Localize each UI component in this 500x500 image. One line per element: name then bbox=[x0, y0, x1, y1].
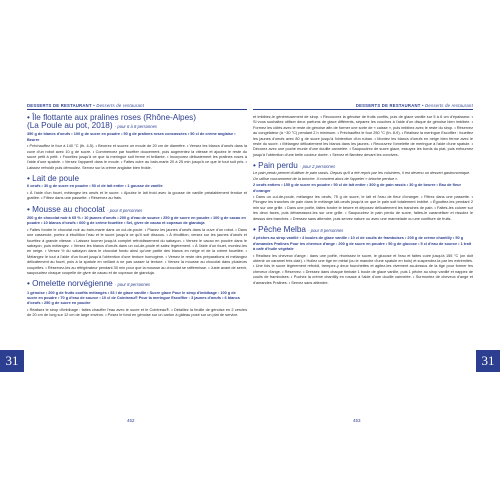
chapter-tab: 31 bbox=[476, 350, 500, 372]
recipe bbox=[253, 162, 473, 222]
recipe-title-row bbox=[27, 206, 247, 215]
header-rule bbox=[253, 109, 473, 110]
recipe-steps: • Préchauffez le four à 140 °C (th. 4-5). • Beurrez et sucrez un moule de 20 cm de diamètre. • Versez les blancs d'oeufs dans la cuve d'un robot avec 10 g de sucre. • Commencez par fouetter doucement, puis augmentez la vitesse et ajoutez le reste du sucre petit à petit. • Fouettez jusqu'à ce que la meringue soit ferme et brillante. • Incorporez délicatement les pralines roses à l'aide d'une spatule. • Versez l'appareil dans le moule. • Faites cuire au bain-marie 20 à 25 min jusqu'à ce que le tout soit pris. • Laissez refroidir puis démoulez. Servez sur la crème anglaise bien froide. bbox=[27, 144, 247, 170]
recipe-portions: · pour 8 personnes bbox=[107, 207, 143, 213]
running-head-section: DESSERTS DE RESTAURANT bbox=[355, 103, 421, 108]
running-head-subsection: • Desserts de restaurant bbox=[93, 103, 145, 108]
recipe-portions: · pour 2 personnes bbox=[300, 164, 336, 170]
recipe-title-row bbox=[253, 162, 473, 171]
recipe-title: • Mousse au chocolat bbox=[27, 204, 105, 214]
recipe-ingredients: 350 g de blancs d'oeufs • 100 g de sucre en poudre • 50 g de pralines roses concassées • 50 cl de crème anglaise • Beurre bbox=[27, 132, 236, 142]
page-number: 452 bbox=[127, 418, 135, 423]
running-head-section: DESSERTS DE RESTAURANT bbox=[27, 103, 92, 108]
continued-steps: et imbibez-le généreusement de sirop. • Recouvrez la génoise de fruits confits, puis de glace vanille sur 5 à 6 cm d'épaisseur. • Si vous souhaitez utiliser deux parfums de glace différents, séparez les couches à l'aide d'un disque de génoise bien imbibée. • Formez les côtés avec le reste de génoise afin de former une sorte de « caisse », puis imbibez avec le reste du sirop. • Réservez au congélateur (à −30 °C) pendant 2 h minimum. • Préchauffez le four 250 °C (th. 8-9). • Réalisez la meringue Escoffier : fouettez les jaunes d'oeufs avec 80 g de sucre jusqu'à l'obtention d'un ruban. • Montez les blancs d'oeufs en neige bien ferme avec le reste du sucre. • Mélangez délicatement les blancs dans les jaunes. • Recouvrez l'omelette de meringue à l'aide d'une spatule. • Décorez avec une poche munie d'une douille cannelée. • Saupoudrez de sucre glace, essuyez les bords du plat, puis enfournez jusqu'à l'obtention d'une belle couleur dorée. • Servez et flambez devant les convives. bbox=[253, 115, 473, 157]
recipe-steps: • Dans un cul-de-poule, mélangez les oeufs, 75 g de sucre, le lait et l'eau de fleur d'oranger. • Filtrez dans une passette. • Plongez les tranches de pain dans le mélange lait-oeufs jusqu'à ce que le pain soit totalement imbibé. • Égouttez-les pendant 2 min sur une grille. • Dans une poêle, faites fondre le beurre et déposez délicatement les tranches de pain. • Faites-les colorer sur les deux faces, puis débarrassez-les sur une grille. • Saupoudrez le pain perdu de sucre, faites-le caraméliser et rissolez le dessus des tranches. • Dressez sans attendre, puis servez nature ou avec une marmelade ou une confiture de fruits. bbox=[253, 195, 473, 221]
recipe-ingredients: 6 oeufs • 30 g de sucre en poudre • 50 cl de lait entier • 1 gousse de vanille bbox=[27, 184, 163, 189]
right-page bbox=[253, 0, 473, 500]
recipe-title: • Omelette norvégienne bbox=[27, 279, 113, 289]
recipe-title-row bbox=[27, 280, 247, 289]
running-head bbox=[27, 103, 144, 108]
recipe bbox=[27, 206, 247, 277]
recipe-steps: • Réalisez les cheveux d'ange : dans une poêle, réunissez le sucre, le glucose et l'eau et faites cuire jusqu'à 155 °C (on doit obtenir un caramel très clair). • Huilez une tige en métal (ou le manche d'une spatule en bois) et suspendez-la par les extrémités. • Une fois le sucre légèrement refroidi, trempez-y deux fourchettes et agitez-les vivement au-dessus de la tige pour former les cheveux d'ange. • Réservez. • Dressez dans chaque timbale 1 boule de glace vanille, puis 1 pêche au sirop vanillé et nappez de coulis de framboises. • Pochez la crème chantilly en rosace à l'aide d'une douille cannelée. • Surmontez de cheveux d'ange et d'amandes Pralines. • Servez sans attendre. bbox=[253, 253, 473, 285]
left-content bbox=[27, 114, 247, 323]
recipe-title: • Lait de poule bbox=[27, 174, 80, 184]
recipe-portions: · pour 6 à 8 personnes bbox=[114, 124, 157, 130]
running-head-subsection: • Desserts de restaurant bbox=[422, 103, 473, 108]
chapter-tab: 31 bbox=[0, 350, 24, 372]
recipe-title-row bbox=[253, 226, 473, 235]
page-number: 453 bbox=[353, 418, 361, 423]
recipe-intro: Le pain perdu permet d'utiliser le pain rassis. Depuis qu'il a été repris par les cuisiniers, il est devenu un dessert gastronomique. On utilise couramment de la brioche. Il convient alors de l'appeler « brioche perdue ». bbox=[253, 171, 471, 181]
running-head bbox=[356, 103, 473, 108]
header-rule bbox=[27, 109, 247, 110]
recipe-title: • Île flottante aux pralines roses (Rhône-Alpes) bbox=[27, 113, 196, 122]
recipe-title-line2: (La Poule au pot, 2018) · pour 6 à 8 personnes bbox=[27, 121, 157, 131]
recipe-title: • Pain perdu bbox=[253, 161, 298, 171]
recipe-ingredients: 200 g de chocolat noir à 65 % • 10 jaunes d'oeufs • 200 g d'eau de source • 250 g de sucre en poudre • 100 g de cacao en poudre • 10 blancs d'oeufs • 600 g de crème fouettée • Sel, givre de cacao et copeaux de gianduja bbox=[27, 215, 246, 226]
recipe-ingredients: 1 génoise • 200 g de fruits confits mélangés • 53 l de glace vanille • Sucre glace Pour le sirop d'imbibage : 100 g de sucre en poudre • 70 g d'eau de source • 10 cl de Cointreau® Pour la meringue Escoffier : 3 jaunes d'oeufs • 6 blancs d'oeufs • 250 g de sucre en poudre bbox=[27, 290, 240, 306]
recipe bbox=[27, 114, 247, 171]
recipe-ingredients: 2 oeufs entiers • 155 g de sucre en poudre • 50 cl de lait entier • 300 g de pain rassis • 30 g de beurre • Eau de fleur d'oranger bbox=[253, 183, 461, 193]
left-page bbox=[27, 0, 247, 500]
recipe-steps: • Réalisez le sirop d'imbibage : faites chauffer l'eau avec le sucre et le Cointreau®. • Détaillez la feuille de génoise en 2 cercles de 20 cm de long sur 12 cm de large environ. • Posez le fond en génoise sur un carton à gâteau posé sur un plat de service. bbox=[27, 307, 247, 318]
recipe-portions: · pour 8 personnes bbox=[114, 282, 151, 288]
recipe-title: • Pêche Melba bbox=[253, 225, 306, 235]
recipe bbox=[253, 226, 473, 286]
recipe bbox=[27, 280, 247, 318]
recipe-ingredients: 4 pêches au sirop vanillé • 4 boules de glace vanille • 10 cl de coulis de framboises • 200 g de crème chantilly • 50 g d'amandes Pralines Pour les cheveux d'ange : 200 g de sucre en poudre • 50 g de glucose • 5 cl d'eau de source • 1 trait à café d'huile végétale bbox=[253, 236, 472, 252]
right-content bbox=[253, 114, 473, 290]
recipe-portions: · pour 8 personnes bbox=[308, 228, 344, 234]
recipe bbox=[27, 175, 247, 201]
recipe-steps: • Faites fondre le chocolat noir au bain-marie dans un cul-de-poule. • Placez les jaunes d'oeufs dans la cuve d'un robot. • Dans une casserole, portez à ébullition l'eau et le sucre jusqu'à ce qu'il soit dissous. • À ébullition, versez sur les jaunes d'oeufs et fouettez à grande vitesse. • Laissez tourner jusqu'à complet refroidissement du sabayon. • Versez le cacao en poudre dans le sabayon, puis mélangez. • Versez les blancs d'oeufs dans un cul-de-poule et salez légèrement. • À l'aide d'un fouet, montez-les en neige. • Versez ½ du sabayon dans le chocolat fondu ainsi qu'une partie des blancs en neige et de la crème fouettée. • Mélangez le tout à l'aide d'un fouet jusqu'à l'obtention d'une texture homogène. • Versez le reste des préparations et mélangez délicatement au fouet, puis à la spatule en veillant à ne pas casser la texture. • Versez la mousse au chocolat dans plusieurs coupelles. • Réservez-les au réfrigérateur pendant 30 min pour que la mousse au chocolat se raffermisse. • Juste avant de servir, saupoudrez chaque coupelle de givre de cacao et de copeaux de gianduja. bbox=[27, 227, 247, 275]
recipe-steps: • À l'aide d'un fouet, mélangez les oeufs et le sucre. • Ajoutez le lait froid avec la gousse de vanille préalablement fendue et grattée. • Filtrez dans une passette. • Réservez au frais. bbox=[27, 190, 247, 201]
